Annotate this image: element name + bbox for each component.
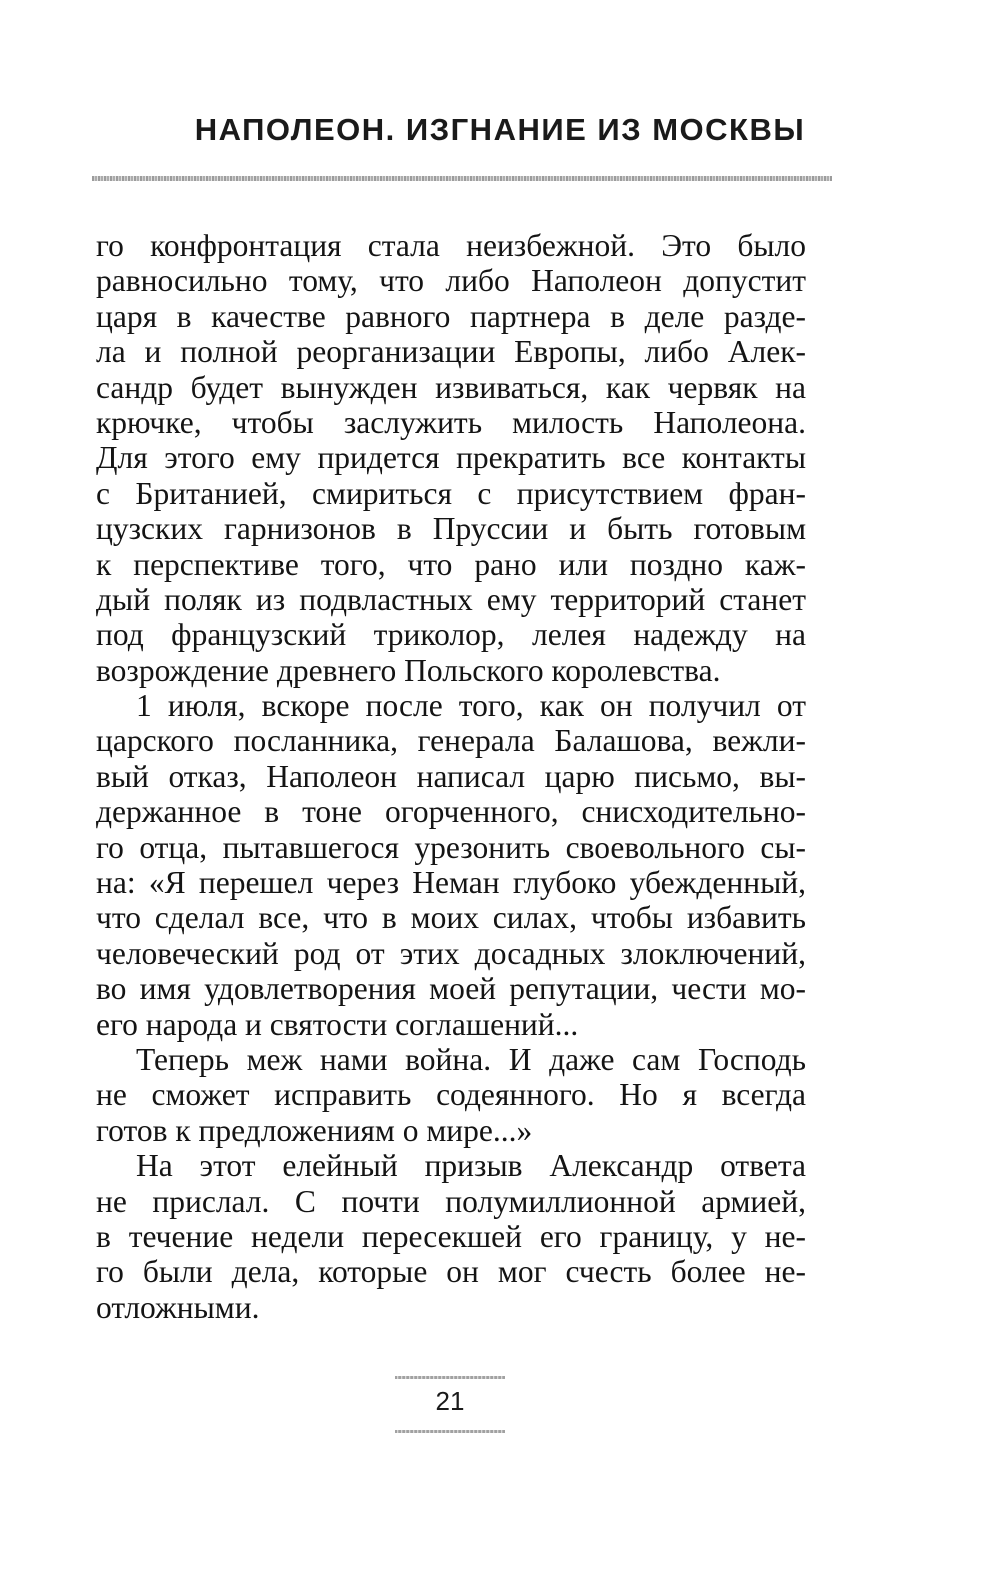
text-line: На этот елейный призыв Александр ответа (136, 1148, 806, 1184)
text-line: царя в качестве равного партнера в деле разде- (96, 298, 806, 334)
text-line: крючке, чтобы заслужить милость Наполеона. (96, 404, 806, 440)
text-line: не сможет исправить содеянного. Но я всегда (96, 1077, 806, 1113)
text-line: не прислал. С почти полумиллионной армией, (96, 1183, 806, 1219)
text-line: 1 июля, вскоре после того, как он получил от (136, 688, 806, 724)
text-line: с Британией, смириться с присутствием фран- (96, 475, 806, 511)
body-text (96, 228, 806, 1325)
text-line: дый поляк из подвластных ему территорий станет (96, 581, 806, 617)
folio-rule-top (395, 1376, 505, 1379)
text-line: ла и полной реорганизации Европы, либо Алек- (96, 334, 806, 370)
text-line: его народа и святости соглашений... (96, 1006, 579, 1042)
text-line: во имя удовлетворения моей репутации, чести мо- (96, 971, 806, 1007)
text-line: в течение недели пересекшей его границу, у не- (96, 1218, 806, 1254)
text-line: на: «Я перешел через Неман глубоко убежденный, (96, 865, 806, 901)
text-line: царского посланника, генерала Балашова, вежли- (96, 723, 806, 759)
text-line: Для этого ему придется прекратить все контакты (96, 440, 806, 476)
text-line: что сделал все, что в моих силах, чтобы избавить (96, 900, 806, 936)
text-line: сандр будет вынужден извиваться, как червяк на (96, 369, 806, 405)
text-line: го отца, пытавшегося урезонить своевольного сы- (96, 829, 806, 865)
text-line: возрождение древнего Польского королевства. (96, 652, 721, 688)
text-line: к перспективе того, что рано или поздно каж- (96, 546, 806, 582)
text-line: цузских гарнизонов в Пруссии и быть готовым (96, 511, 806, 547)
page-number: 21 (435, 1386, 465, 1416)
text-line: вый отказ, Наполеон написал царю письмо, вы- (96, 758, 806, 794)
text-line: держанное в тоне огорченного, снисходительно- (96, 794, 806, 830)
text-line: отложными. (96, 1289, 260, 1325)
text-line: го конфронтация стала неизбежной. Это было (96, 228, 806, 263)
text-line: равносильно тому, что либо Наполеон допустит (96, 263, 806, 299)
text-line: под французский триколор, лелея надежду на (96, 617, 806, 653)
text-line: готов к предложениям о мире...» (96, 1112, 533, 1148)
text-line: го были дела, которые он мог счесть более не- (96, 1254, 806, 1290)
text-line: человеческий род от этих досадных злоключений, (96, 935, 806, 971)
text-line: Теперь меж нами война. И даже сам Господь (136, 1041, 806, 1077)
header-rule (92, 176, 832, 181)
running-head: НАПОЛЕОН. ИЗГНАНИЕ ИЗ МОСКВЫ (194, 112, 806, 147)
folio-rule-bottom (395, 1430, 505, 1433)
